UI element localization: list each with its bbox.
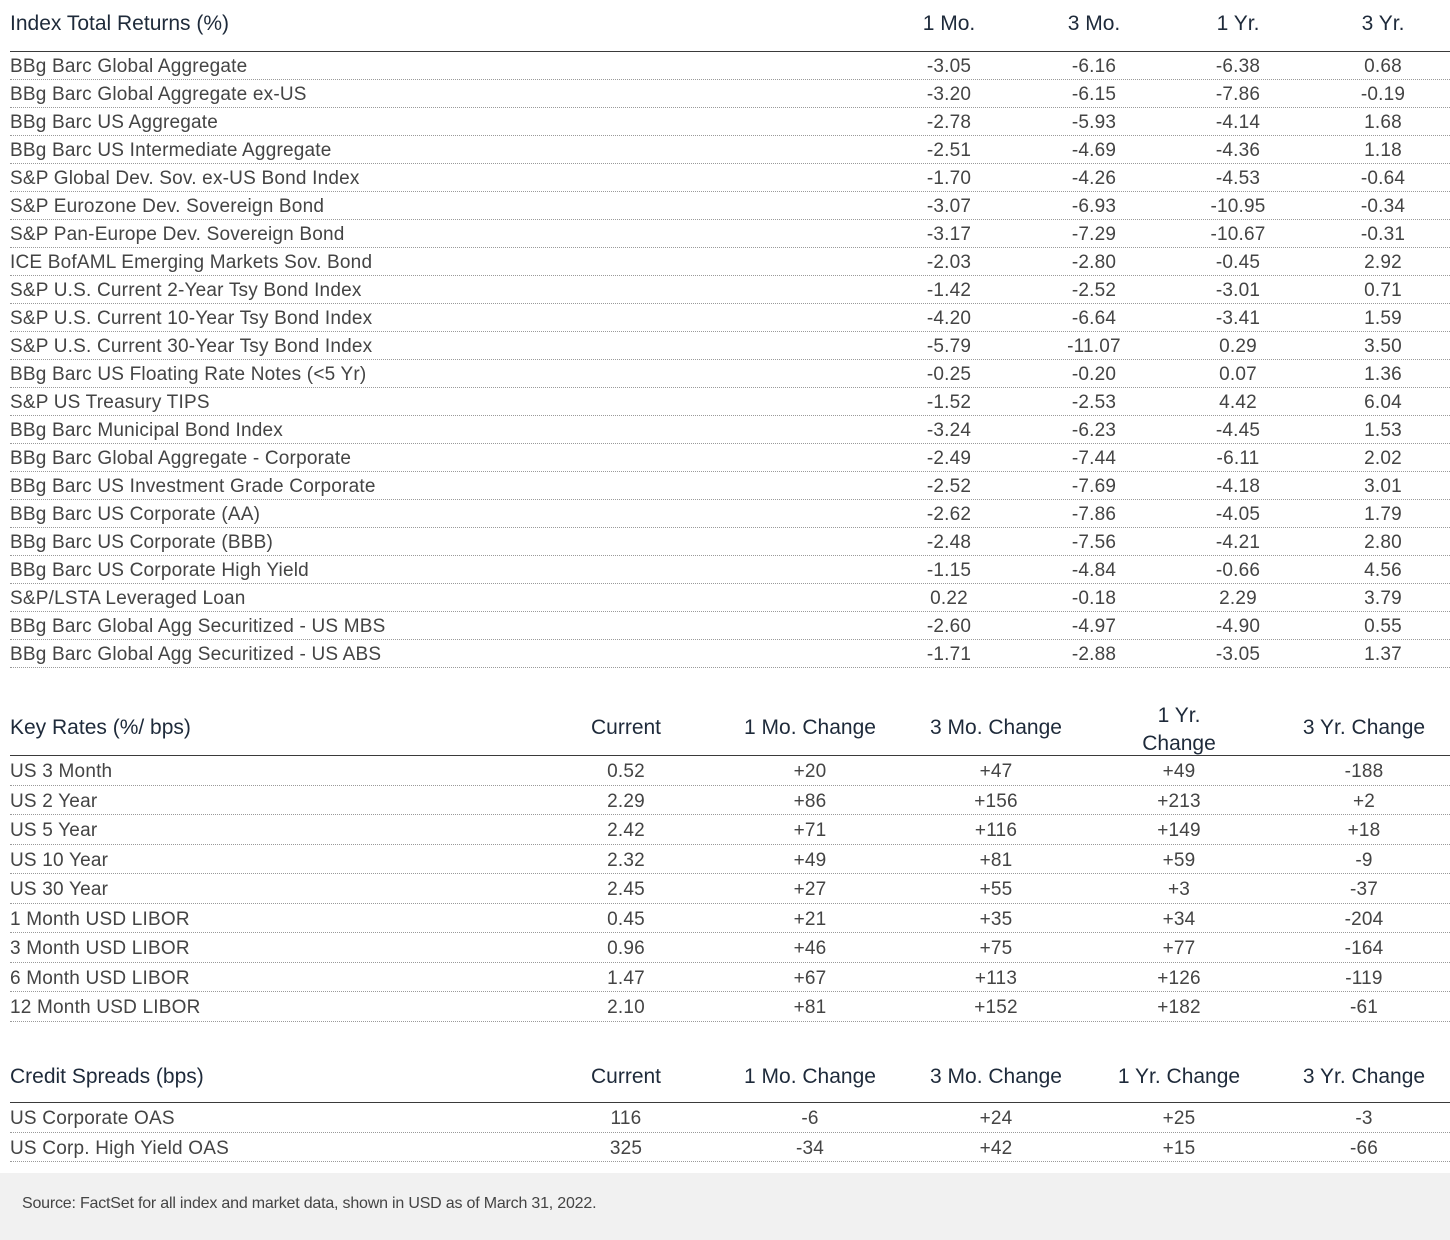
row-label: S&P US Treasury TIPS <box>10 392 210 413</box>
cell-value-col-4: 6.04 <box>1364 392 1402 413</box>
col-1yr-header: 1 Yr. <box>1216 12 1260 35</box>
row-label: BBg Barc US Corporate (AA) <box>10 504 261 525</box>
cell-value-col-4: +25 <box>1162 1108 1196 1129</box>
cell-value-col-1: 2.29 <box>607 790 645 812</box>
cell-value-col-1: -2.52 <box>926 476 972 497</box>
cell-value-col-2: +49 <box>793 849 827 871</box>
table-row <box>10 612 1450 640</box>
cell-value-col-2: +86 <box>793 790 827 812</box>
cell-value-col-2: -7.69 <box>1071 476 1117 497</box>
row-label: S&P Pan-Europe Dev. Sovereign Bond <box>10 224 345 245</box>
cell-value-col-4: 3.01 <box>1364 476 1402 497</box>
cell-value-col-2: -11.07 <box>1067 336 1121 357</box>
cell-value-col-1: 2.10 <box>607 997 645 1018</box>
cell-value-col-2: -2.80 <box>1071 252 1117 273</box>
row-label: BBg Barc Municipal Bond Index <box>10 420 284 441</box>
credit-spreads-body <box>10 1103 1450 1162</box>
index-returns-body <box>10 52 1450 668</box>
cell-value-col-4: 1.79 <box>1364 504 1402 525</box>
cell-value-col-4: 0.55 <box>1364 616 1402 637</box>
cell-value-col-3: +55 <box>979 879 1013 900</box>
cell-value-col-2: -7.86 <box>1071 504 1117 525</box>
cell-value-col-2: -0.18 <box>1071 588 1117 609</box>
cell-value-col-3: -10.67 <box>1210 224 1266 245</box>
cell-value-col-4: +77 <box>1162 938 1196 959</box>
cell-value-col-3: +42 <box>979 1137 1013 1159</box>
cell-value-col-2: +67 <box>793 967 827 989</box>
row-label: S&P/LSTA Leveraged Loan <box>10 588 246 609</box>
cell-value-col-1: -2.62 <box>926 504 972 525</box>
cell-value-col-5: +18 <box>1347 820 1381 841</box>
table-row <box>10 192 1450 220</box>
cell-value-col-4: 2.80 <box>1364 532 1402 553</box>
table-row <box>10 1103 1450 1133</box>
cell-value-col-1: -2.78 <box>926 112 972 133</box>
cell-value-col-4: 0.71 <box>1364 280 1402 301</box>
cell-value-col-1: 0.96 <box>607 938 645 959</box>
cell-value-col-2: -6 <box>801 1108 819 1129</box>
table-row <box>10 416 1450 444</box>
cell-value-col-1: 2.42 <box>607 820 645 841</box>
table-row <box>10 332 1450 360</box>
cell-value-col-4: -0.31 <box>1360 224 1406 245</box>
cell-value-col-2: +46 <box>793 938 827 959</box>
table-row <box>10 874 1450 904</box>
row-label: US Corp. High Yield OAS <box>10 1137 229 1159</box>
row-label: BBg Barc US Corporate High Yield <box>10 560 309 581</box>
table-row <box>10 220 1450 248</box>
cell-value-col-2: -7.29 <box>1071 224 1117 245</box>
cell-value-col-1: -3.24 <box>926 420 972 441</box>
table-row <box>10 164 1450 192</box>
col-current-header: Current <box>590 1065 662 1088</box>
cell-value-col-5: -37 <box>1349 879 1379 900</box>
key-rates-body <box>10 756 1450 1022</box>
cell-value-col-3: +156 <box>974 790 1018 812</box>
col-3mo-change-header: 3 Mo. Change <box>930 716 1062 739</box>
cell-value-col-2: -0.20 <box>1071 364 1117 385</box>
cell-value-col-5: -164 <box>1344 938 1384 959</box>
credit-spreads-header <box>10 1058 1450 1103</box>
col-3yr-change-header: 3 Yr. Change <box>1302 1065 1426 1088</box>
row-label: US 3 Month <box>10 761 113 782</box>
cell-value-col-5: -61 <box>1349 997 1379 1018</box>
cell-value-col-3: 0.29 <box>1219 336 1257 357</box>
cell-value-col-1: 0.52 <box>607 761 645 782</box>
row-label: BBg Barc US Investment Grade Corporate <box>10 476 376 497</box>
row-label: 3 Month USD LIBOR <box>10 938 190 959</box>
table-row <box>10 500 1450 528</box>
cell-value-col-3: -0.45 <box>1215 252 1261 273</box>
cell-value-col-2: +20 <box>793 761 827 782</box>
cell-value-col-3: -4.14 <box>1215 112 1261 133</box>
row-label: ICE BofAML Emerging Markets Sov. Bond <box>10 252 373 273</box>
source-footer <box>0 1173 1450 1240</box>
table-row <box>10 933 1450 963</box>
cell-value-col-2: -5.93 <box>1071 112 1117 133</box>
row-label: S&P U.S. Current 30-Year Tsy Bond Index <box>10 336 373 357</box>
table-row <box>10 248 1450 276</box>
source-note: Source: FactSet for all index and market data, shown in USD as of March 31, 2022. <box>22 1195 597 1212</box>
cell-value-col-1: -3.05 <box>926 56 972 77</box>
table-row <box>10 584 1450 612</box>
row-label: 1 Month USD LIBOR <box>10 908 190 930</box>
col-3yr-change-header: 3 Yr. Change <box>1302 716 1426 739</box>
cell-value-col-4: 3.50 <box>1364 336 1402 357</box>
table-row <box>10 108 1450 136</box>
cell-value-col-2: +27 <box>793 879 827 900</box>
row-label: BBg Barc Global Aggregate ex-US <box>10 84 307 105</box>
table-row <box>10 1133 1450 1163</box>
cell-value-col-2: -4.69 <box>1071 140 1117 161</box>
cell-value-col-2: -4.84 <box>1071 560 1117 581</box>
index-returns-title: Index Total Returns (%) <box>10 12 230 35</box>
cell-value-col-5: -66 <box>1349 1137 1379 1159</box>
cell-value-col-3: -4.90 <box>1215 616 1261 637</box>
cell-value-col-3: -6.38 <box>1215 56 1261 77</box>
table-row <box>10 444 1450 472</box>
cell-value-col-2: -2.53 <box>1071 392 1117 413</box>
table-row <box>10 388 1450 416</box>
cell-value-col-3: -3.01 <box>1215 280 1261 301</box>
cell-value-col-2: -7.56 <box>1071 532 1117 553</box>
table-row <box>10 52 1450 80</box>
cell-value-col-3: 0.07 <box>1219 364 1257 385</box>
cell-value-col-1: 2.45 <box>607 879 645 900</box>
cell-value-col-1: -2.03 <box>926 252 972 273</box>
cell-value-col-3: 2.29 <box>1219 588 1257 609</box>
row-label: US 2 Year <box>10 790 98 812</box>
cell-value-col-3: -4.21 <box>1215 532 1261 553</box>
col-1mo-change-header: 1 Mo. Change <box>744 716 876 739</box>
row-label: BBg Barc Global Aggregate <box>10 56 248 77</box>
cell-value-col-2: -6.64 <box>1071 308 1117 329</box>
cell-value-col-3: +75 <box>979 938 1013 959</box>
cell-value-col-2: -4.26 <box>1071 168 1117 189</box>
cell-value-col-3: +116 <box>974 820 1018 841</box>
table-row <box>10 360 1450 388</box>
cell-value-col-1: -1.42 <box>926 280 972 301</box>
cell-value-col-1: -1.70 <box>926 168 972 189</box>
col-3mo-change-header: 3 Mo. Change <box>930 1065 1062 1088</box>
cell-value-col-4: 1.36 <box>1364 364 1402 385</box>
table-row <box>10 845 1450 875</box>
cell-value-col-4: 1.18 <box>1364 140 1402 161</box>
cell-value-col-5: -119 <box>1345 967 1383 989</box>
row-label: BBg Barc US Aggregate <box>10 112 219 133</box>
cell-value-col-3: -3.41 <box>1215 308 1261 329</box>
table-row <box>10 304 1450 332</box>
cell-value-col-1: -1.71 <box>926 644 972 665</box>
col-current-header: Current <box>590 716 662 739</box>
cell-value-col-4: 0.68 <box>1364 56 1402 77</box>
table-row <box>10 472 1450 500</box>
cell-value-col-5: -188 <box>1344 761 1384 782</box>
cell-value-col-1: -2.49 <box>926 448 972 469</box>
cell-value-col-1: -1.52 <box>926 392 972 413</box>
col-1yr-change-header: 1 Yr. Change <box>1117 1065 1241 1088</box>
row-label: BBg Barc Global Agg Securitized - US ABS <box>10 644 382 665</box>
cell-value-col-2: -7.44 <box>1071 448 1117 469</box>
row-label: BBg Barc Global Agg Securitized - US MBS <box>10 616 386 637</box>
cell-value-col-4: +213 <box>1157 790 1201 812</box>
cell-value-col-1: 116 <box>610 1108 642 1129</box>
cell-value-col-1: 325 <box>609 1137 643 1159</box>
row-label: S&P Global Dev. Sov. ex-US Bond Index <box>10 168 360 189</box>
cell-value-col-4: 4.56 <box>1364 560 1402 581</box>
cell-value-col-5: -204 <box>1344 908 1384 930</box>
key-rates-table <box>10 700 1450 1022</box>
index-returns-table <box>10 0 1450 668</box>
key-rates-title: Key Rates (%/ bps) <box>10 716 191 739</box>
credit-spreads-table <box>10 1058 1450 1162</box>
cell-value-col-4: 3.79 <box>1364 588 1402 609</box>
cell-value-col-4: +49 <box>1162 761 1196 782</box>
row-label: BBg Barc US Corporate (BBB) <box>10 532 274 553</box>
cell-value-col-1: 1.47 <box>607 967 645 989</box>
row-label: BBg Barc Global Aggregate - Corporate <box>10 448 352 469</box>
cell-value-col-2: +21 <box>793 908 827 930</box>
row-label: US 5 Year <box>10 820 98 841</box>
cell-value-col-2: +81 <box>793 997 827 1018</box>
row-label: 12 Month USD LIBOR <box>10 997 201 1018</box>
cell-value-col-3: +47 <box>979 761 1013 782</box>
cell-value-col-3: -4.36 <box>1215 140 1261 161</box>
cell-value-col-4: +126 <box>1157 967 1201 989</box>
cell-value-col-3: +24 <box>979 1108 1013 1129</box>
cell-value-col-2: -2.88 <box>1071 644 1117 665</box>
cell-value-col-1: -2.48 <box>926 532 972 553</box>
table-row <box>10 815 1450 845</box>
table-row <box>10 276 1450 304</box>
cell-value-col-4: +182 <box>1157 997 1201 1018</box>
row-label: US Corporate OAS <box>10 1108 175 1129</box>
cell-value-col-4: -0.19 <box>1360 84 1406 105</box>
cell-value-col-4: +34 <box>1162 908 1196 930</box>
cell-value-col-1: -1.15 <box>926 560 972 581</box>
cell-value-col-4: +149 <box>1157 820 1201 841</box>
cell-value-col-3: -4.05 <box>1215 504 1261 525</box>
cell-value-col-2: -34 <box>795 1137 825 1159</box>
table-row <box>10 136 1450 164</box>
cell-value-col-1: -2.60 <box>926 616 972 637</box>
table-row <box>10 992 1450 1022</box>
table-row <box>10 640 1450 668</box>
row-label: US 10 Year <box>10 849 109 871</box>
cell-value-col-4: 2.02 <box>1364 448 1402 469</box>
cell-value-col-3: +152 <box>974 997 1018 1018</box>
cell-value-col-5: -3 <box>1355 1108 1373 1129</box>
cell-value-col-3: -4.45 <box>1215 420 1261 441</box>
credit-spreads-title: Credit Spreads (bps) <box>10 1065 204 1088</box>
cell-value-col-2: -6.16 <box>1071 56 1117 77</box>
cell-value-col-3: -4.53 <box>1215 168 1261 189</box>
cell-value-col-1: -5.79 <box>926 336 972 357</box>
table-row <box>10 756 1450 786</box>
row-label: S&P U.S. Current 10-Year Tsy Bond Index <box>10 308 373 329</box>
cell-value-col-3: -4.18 <box>1215 476 1261 497</box>
row-label: BBg Barc US Intermediate Aggregate <box>10 140 332 161</box>
cell-value-col-2: +71 <box>793 820 827 841</box>
col-3yr-header: 3 Yr. <box>1361 12 1405 35</box>
row-label: S&P Eurozone Dev. Sovereign Bond <box>10 196 325 217</box>
cell-value-col-4: -0.34 <box>1360 196 1406 217</box>
cell-value-col-3: -0.66 <box>1215 560 1261 581</box>
row-label: S&P U.S. Current 2-Year Tsy Bond Index <box>10 280 362 301</box>
cell-value-col-1: -3.07 <box>926 196 972 217</box>
row-label: US 30 Year <box>10 879 109 900</box>
cell-value-col-1: -4.20 <box>926 308 972 329</box>
cell-value-col-5: +2 <box>1352 790 1376 812</box>
cell-value-col-3: +81 <box>979 849 1013 871</box>
table-row <box>10 556 1450 584</box>
col-1yr-change-header: 1 Yr. Change <box>1142 704 1216 755</box>
table-row <box>10 80 1450 108</box>
table-row <box>10 786 1450 816</box>
cell-value-col-4: 1.37 <box>1364 644 1402 665</box>
row-label: BBg Barc US Floating Rate Notes (<5 Yr) <box>10 364 367 385</box>
cell-value-col-1: -3.20 <box>926 84 972 105</box>
cell-value-col-1: -2.51 <box>926 140 972 161</box>
cell-value-col-4: +59 <box>1162 849 1196 871</box>
cell-value-col-3: -3.05 <box>1215 644 1261 665</box>
cell-value-col-1: 2.32 <box>607 849 645 871</box>
row-label: 6 Month USD LIBOR <box>10 967 190 989</box>
table-row <box>10 528 1450 556</box>
cell-value-col-2: -6.93 <box>1071 196 1117 217</box>
table-row <box>10 904 1450 934</box>
key-rates-header <box>10 700 1450 756</box>
cell-value-col-3: 4.42 <box>1219 392 1257 413</box>
cell-value-col-2: -4.97 <box>1071 616 1117 637</box>
cell-value-col-3: +113 <box>974 967 1018 989</box>
cell-value-col-2: -6.15 <box>1071 84 1117 105</box>
cell-value-col-4: +15 <box>1162 1137 1196 1159</box>
index-returns-header <box>10 0 1450 52</box>
cell-value-col-1: -0.25 <box>926 364 972 385</box>
cell-value-col-1: 0.45 <box>607 908 645 930</box>
table-row <box>10 963 1450 993</box>
cell-value-col-1: 0.22 <box>930 588 968 609</box>
cell-value-col-4: 1.68 <box>1364 112 1402 133</box>
cell-value-col-3: -10.95 <box>1210 196 1266 217</box>
col-3mo-header: 3 Mo. <box>1067 12 1121 35</box>
cell-value-col-3: -7.86 <box>1215 84 1261 105</box>
cell-value-col-4: 1.53 <box>1364 420 1402 441</box>
cell-value-col-2: -6.23 <box>1071 420 1117 441</box>
cell-value-col-3: +35 <box>979 908 1013 930</box>
cell-value-col-4: 2.92 <box>1364 252 1402 273</box>
col-1mo-change-header: 1 Mo. Change <box>744 1065 876 1088</box>
cell-value-col-4: +3 <box>1167 879 1191 900</box>
cell-value-col-2: -2.52 <box>1071 280 1117 301</box>
col-1mo-header: 1 Mo. <box>922 12 976 35</box>
cell-value-col-3: -6.11 <box>1216 448 1260 469</box>
cell-value-col-1: -3.17 <box>926 224 972 245</box>
cell-value-col-5: -9 <box>1355 849 1373 871</box>
cell-value-col-4: -0.64 <box>1360 168 1406 189</box>
cell-value-col-4: 1.59 <box>1364 308 1402 329</box>
